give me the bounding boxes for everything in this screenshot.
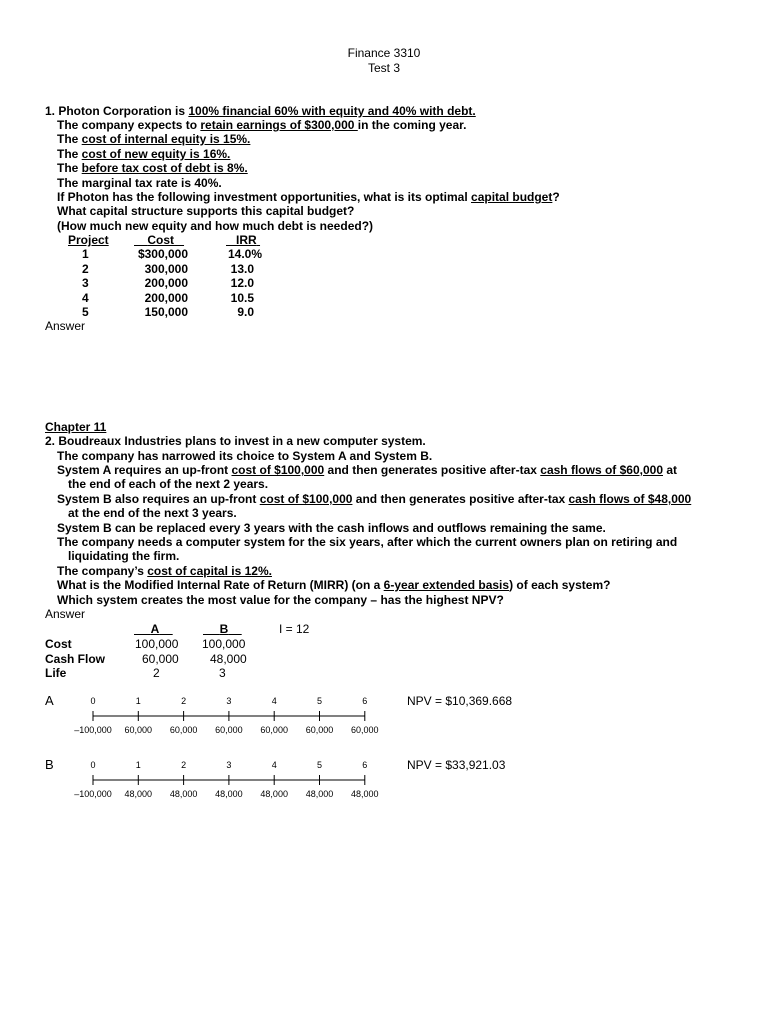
timeline-b-label: B [45, 757, 54, 772]
chapter-heading: Chapter 11 [45, 420, 107, 434]
timeline-b-cashflow-label: –100,000 [74, 789, 112, 799]
q1-line-5: The before tax cost of debt is 8%. [57, 161, 248, 175]
timeline-b-period-label: 5 [316, 760, 323, 770]
compare-col-b: B [219, 622, 229, 636]
timeline-b-cashflow-label: 48,000 [169, 789, 198, 799]
compare-col-a: A [150, 622, 160, 636]
q2-line-3: System A requires an up-front cost of $100,000 and then generates positive after-tax cash flows of $60,000 at [57, 463, 678, 477]
compare-label-cost: Cost [45, 637, 72, 651]
compare-a-cost: 100,000 [135, 637, 179, 651]
q2-line-11: What is the Modified Internal Rate of Return (MIRR) (on a 6-year extended basis) of each system? [57, 578, 611, 592]
q1-line-1: 1. Photon Corporation is 100% financial 60% with equity and 40% with debt. [45, 104, 476, 118]
timeline-b [50, 754, 400, 804]
timeline-a-period-label: 5 [316, 696, 323, 706]
q1-line-2: The company expects to retain earnings of $300,000 in the coming year. [57, 118, 467, 132]
compare-b-life: 3 [219, 666, 226, 680]
q2-line-8: The company needs a computer system for the six years, after which the current owners plan on retiring and [57, 535, 678, 549]
timeline-a-cashflow-label: 60,000 [169, 725, 198, 735]
test-title: Test 3 [367, 61, 400, 75]
q2-line-2: The company has narrowed its choice to System A and System B. [57, 449, 433, 463]
timeline-a-period-label: 6 [362, 696, 368, 706]
compare-b-cashflow: 48,000 [210, 651, 247, 666]
timeline-a-cashflow-label: 60,000 [215, 725, 243, 735]
q2-line-12: Which system creates the most value for the company – has the highest NPV? [57, 593, 504, 607]
row-5-irr: 9.0 [237, 305, 254, 319]
compare-b-cost: 100,000 [202, 637, 246, 651]
compare-label-life: Life [45, 666, 67, 680]
compare-a-life: 2 [153, 666, 160, 680]
timeline-a-label: A [45, 693, 54, 708]
q2-line-5: System B also requires an up-front cost of $100,000 and then generates positive after-tax cash flows of $48,000 [57, 492, 692, 506]
row-1-cost: $300,000 [137, 247, 188, 262]
row-4-cost: 200,000 [144, 290, 188, 305]
timeline-a-period-label: 4 [271, 696, 277, 706]
timeline-a-cashflow-label: –100,000 [74, 725, 112, 735]
timeline-a [50, 690, 400, 740]
q1-line-7: If Photon has the following investment opportunities, what is its optimal capital budget? [57, 190, 560, 204]
timeline-b-cashflow-label: 48,000 [215, 789, 243, 799]
row-4-irr: 10.5 [230, 290, 254, 305]
timeline-a-cashflow-label: 60,000 [124, 725, 153, 735]
timeline-b-npv: NPV = $33,921.03 [407, 758, 506, 772]
timeline-a-period-label: 0 [90, 696, 96, 706]
timeline-a-period-label: 1 [135, 696, 141, 706]
q1-answer-label: Answer [45, 319, 86, 333]
interest-rate: I = 12 [279, 622, 310, 636]
timeline-b-cashflow-label: 48,000 [305, 789, 334, 799]
row-2-irr: 13.0 [230, 261, 254, 276]
row-5-cost: 150,000 [144, 305, 188, 319]
timeline-a-cashflow-label: 60,000 [260, 725, 288, 735]
q1-line-3: The cost of internal equity is 15%. [57, 132, 251, 146]
timeline-b-period-label: 4 [271, 760, 277, 770]
q1-line-8: What capital structure supports this capital budget? [57, 204, 355, 218]
timeline-b-cashflow-label: 48,000 [124, 789, 153, 799]
row-4-project: 4 [82, 290, 89, 305]
row-2-project: 2 [82, 261, 89, 276]
compare-label-cashflow: Cash Flow [45, 651, 106, 666]
header-irr: IRR [236, 233, 257, 247]
row-1-irr: 14.0% [227, 247, 262, 262]
compare-a-cashflow: 60,000 [142, 651, 179, 666]
timeline-a-cashflow-label: 60,000 [305, 725, 334, 735]
row-3-cost: 200,000 [144, 276, 188, 291]
timeline-b-period-label: 0 [90, 760, 96, 770]
course-title: Finance 3310 [347, 46, 421, 60]
q2-line-6: at the end of the next 3 years. [68, 506, 237, 520]
row-3-project: 3 [82, 276, 89, 291]
timeline-b-cashflow-label: 48,000 [260, 789, 288, 799]
q2-line-1: 2. Boudreaux Industries plans to invest in a new computer system. [45, 434, 426, 448]
row-2-cost: 300,000 [144, 261, 188, 276]
timeline-b-period-label: 2 [181, 760, 187, 770]
q2-line-4: the end of each of the next 2 years. [68, 477, 269, 491]
timeline-a-npv: NPV = $10,369.668 [407, 694, 513, 708]
timeline-b-period-label: 3 [226, 760, 232, 770]
timeline-a-period-label: 2 [181, 696, 187, 706]
timeline-a-period-label: 3 [226, 696, 232, 706]
q1-line-4: The cost of new equity is 16%. [57, 147, 231, 161]
header-cost: Cost [147, 233, 175, 247]
row-1-project: 1 [82, 247, 89, 262]
q2-line-7: System B can be replaced every 3 years with the cash inflows and outflows remaining the same. [57, 521, 606, 535]
q2-answer-label: Answer [45, 607, 86, 621]
q1-line-9: (How much new equity and how much debt is needed?) [57, 219, 374, 233]
q2-line-10: The company’s cost of capital is 12%. [57, 564, 272, 578]
row-3-irr: 12.0 [230, 276, 254, 291]
timeline-a-cashflow-label: 60,000 [351, 725, 379, 735]
q2-line-9: liquidating the firm. [68, 549, 180, 563]
q1-line-6: The marginal tax rate is 40%. [57, 176, 222, 190]
header-project: Project [68, 233, 109, 247]
timeline-b-period-label: 1 [135, 760, 141, 770]
row-5-project: 5 [82, 305, 89, 319]
timeline-b-period-label: 6 [362, 760, 368, 770]
timeline-b-cashflow-label: 48,000 [351, 789, 379, 799]
